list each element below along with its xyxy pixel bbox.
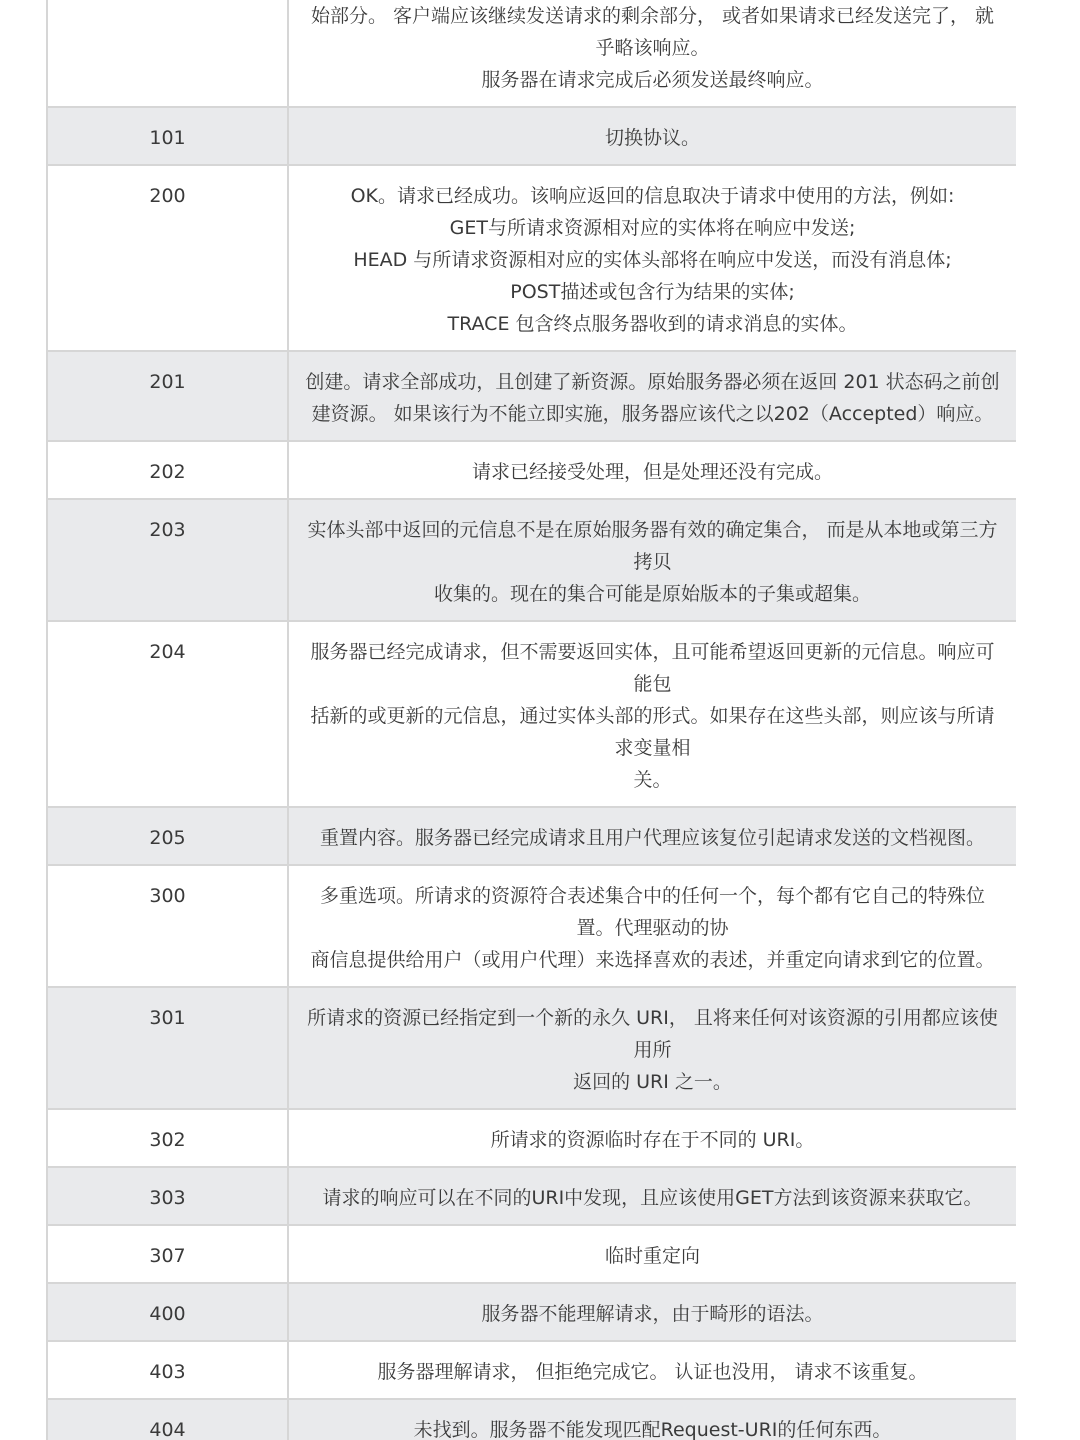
table-row [47, 1225, 1016, 1283]
table-row [47, 165, 1016, 351]
status-code-cell: 403 [47, 1341, 288, 1399]
description-line: 建资源。 如果该行为不能立即实施，服务器应该代之以202（Accepted）响应。 [311, 403, 994, 425]
status-code-cell: 101 [47, 107, 288, 165]
description-line: 服务器理解请求， 但拒绝完成它。 认证也没用， 请求不该重复。 [377, 1361, 928, 1383]
status-description-cell [288, 1109, 1016, 1167]
table-row [47, 621, 1016, 807]
table-row [47, 107, 1016, 165]
status-code-cell: 300 [47, 865, 288, 987]
status-description-cell [288, 1225, 1016, 1283]
status-code-cell: 307 [47, 1225, 288, 1283]
status-description-cell [288, 1341, 1016, 1399]
status-description-cell [288, 0, 1016, 107]
description-line: 实体头部中返回的元信息不是在原始服务器有效的确定集合， 而是从本地或第三方 [307, 519, 998, 541]
description-line: 请求已经接受处理，但是处理还没有完成。 [471, 461, 833, 483]
status-description-cell [288, 621, 1016, 807]
description-line: 请求的响应可以在不同的URI中发现，且应该使用GET方法到该资源来获取它。 [322, 1187, 983, 1209]
table-row [47, 1283, 1016, 1341]
status-description-cell [288, 165, 1016, 351]
status-code-cell: 301 [47, 987, 288, 1109]
table-body [47, 0, 1016, 1440]
status-code-cell: 205 [47, 807, 288, 865]
description-line: 所请求的资源临时存在于不同的 URI。 [490, 1129, 815, 1151]
description-line: 商信息提供给用户（或用户代理）来选择喜欢的表述，并重定向请求到它的位置。 [310, 949, 995, 971]
status-code-cell: 302 [47, 1109, 288, 1167]
description-line: 置。代理驱动的协 [576, 917, 729, 939]
status-description-cell [288, 1283, 1016, 1341]
description-line: 求变量相 [614, 737, 691, 759]
description-line: 服务器在请求完成后必须发送最终响应。 [481, 69, 824, 91]
description-line: 收集的。现在的集合可能是原始版本的子集或超集。 [433, 583, 871, 605]
description-line: 用所 [633, 1039, 672, 1061]
description-line: HEAD 与所请求资源相对应的实体头部将在响应中发送，而没有消息体; [353, 249, 952, 271]
table-row [47, 865, 1016, 987]
table-row [47, 499, 1016, 621]
status-description-cell [288, 865, 1016, 987]
description-line: 关。 [633, 769, 672, 791]
status-description-cell [288, 1399, 1016, 1440]
description-line: POST描述或包含行为结果的实体; [510, 281, 795, 303]
table-row [47, 0, 1016, 107]
status-description-cell [288, 499, 1016, 621]
table-row [47, 1167, 1016, 1225]
table-row [47, 1109, 1016, 1167]
status-description-cell [288, 987, 1016, 1109]
table-row [47, 807, 1016, 865]
status-code-cell: 201 [47, 351, 288, 441]
description-line: 创建。请求全部成功，且创建了新资源。原始服务器必须在返回 201 状态码之前创 [305, 371, 1000, 393]
status-code-table-container [46, 0, 1016, 1440]
description-line: TRACE 包含终点服务器收到的请求消息的实体。 [447, 313, 858, 335]
description-line: 乎略该响应。 [595, 37, 710, 59]
status-code-cell: 303 [47, 1167, 288, 1225]
status-code-cell: 202 [47, 441, 288, 499]
table-row [47, 441, 1016, 499]
description-line: 所请求的资源已经指定到一个新的永久 URI， 且将来任何对该资源的引用都应该使 [307, 1007, 998, 1029]
status-description-cell [288, 1167, 1016, 1225]
description-line: 切换协议。 [604, 127, 700, 149]
status-code-cell: 400 [47, 1283, 288, 1341]
description-line: 拷贝 [633, 551, 672, 573]
status-description-cell [288, 441, 1016, 499]
description-line: 始部分。 客户端应该继续发送请求的剩余部分， 或者如果请求已经发送完了， 就 [310, 5, 995, 27]
description-line: 括新的或更新的元信息，通过实体头部的形式。如果存在这些头部，则应该与所请 [310, 705, 995, 727]
description-line: 能包 [633, 673, 672, 695]
http-status-code-table [46, 0, 1016, 1440]
status-description-cell [288, 807, 1016, 865]
status-code-cell: 203 [47, 499, 288, 621]
table-row [47, 1399, 1016, 1440]
table-row [47, 1341, 1016, 1399]
status-code-cell: 204 [47, 621, 288, 807]
status-code-cell: 404 [47, 1399, 288, 1440]
status-code-cell: 200 [47, 165, 288, 351]
status-description-cell [288, 351, 1016, 441]
description-line: 临时重定向 [604, 1245, 700, 1267]
status-description-cell [288, 107, 1016, 165]
description-line: OK。请求已经成功。该响应返回的信息取决于请求中使用的方法，例如: [350, 185, 955, 207]
description-line: 服务器已经完成请求，但不需要返回实体，且可能希望返回更新的元信息。响应可 [310, 641, 995, 663]
status-code-cell [47, 0, 288, 107]
table-row [47, 987, 1016, 1109]
table-row [47, 351, 1016, 441]
description-line: 重置内容。服务器已经完成请求且用户代理应该复位引起请求发送的文档视图。 [319, 827, 985, 849]
description-line: 多重选项。所请求的资源符合表述集合中的任何一个，每个都有它自己的特殊位 [319, 885, 985, 907]
description-line: 未找到。服务器不能发现匹配Request-URI的任何东西。 [413, 1419, 892, 1440]
description-line: 服务器不能理解请求，由于畸形的语法。 [481, 1303, 824, 1325]
description-line: 返回的 URI 之一。 [573, 1071, 732, 1093]
description-line: GET与所请求资源相对应的实体将在响应中发送; [449, 217, 856, 239]
